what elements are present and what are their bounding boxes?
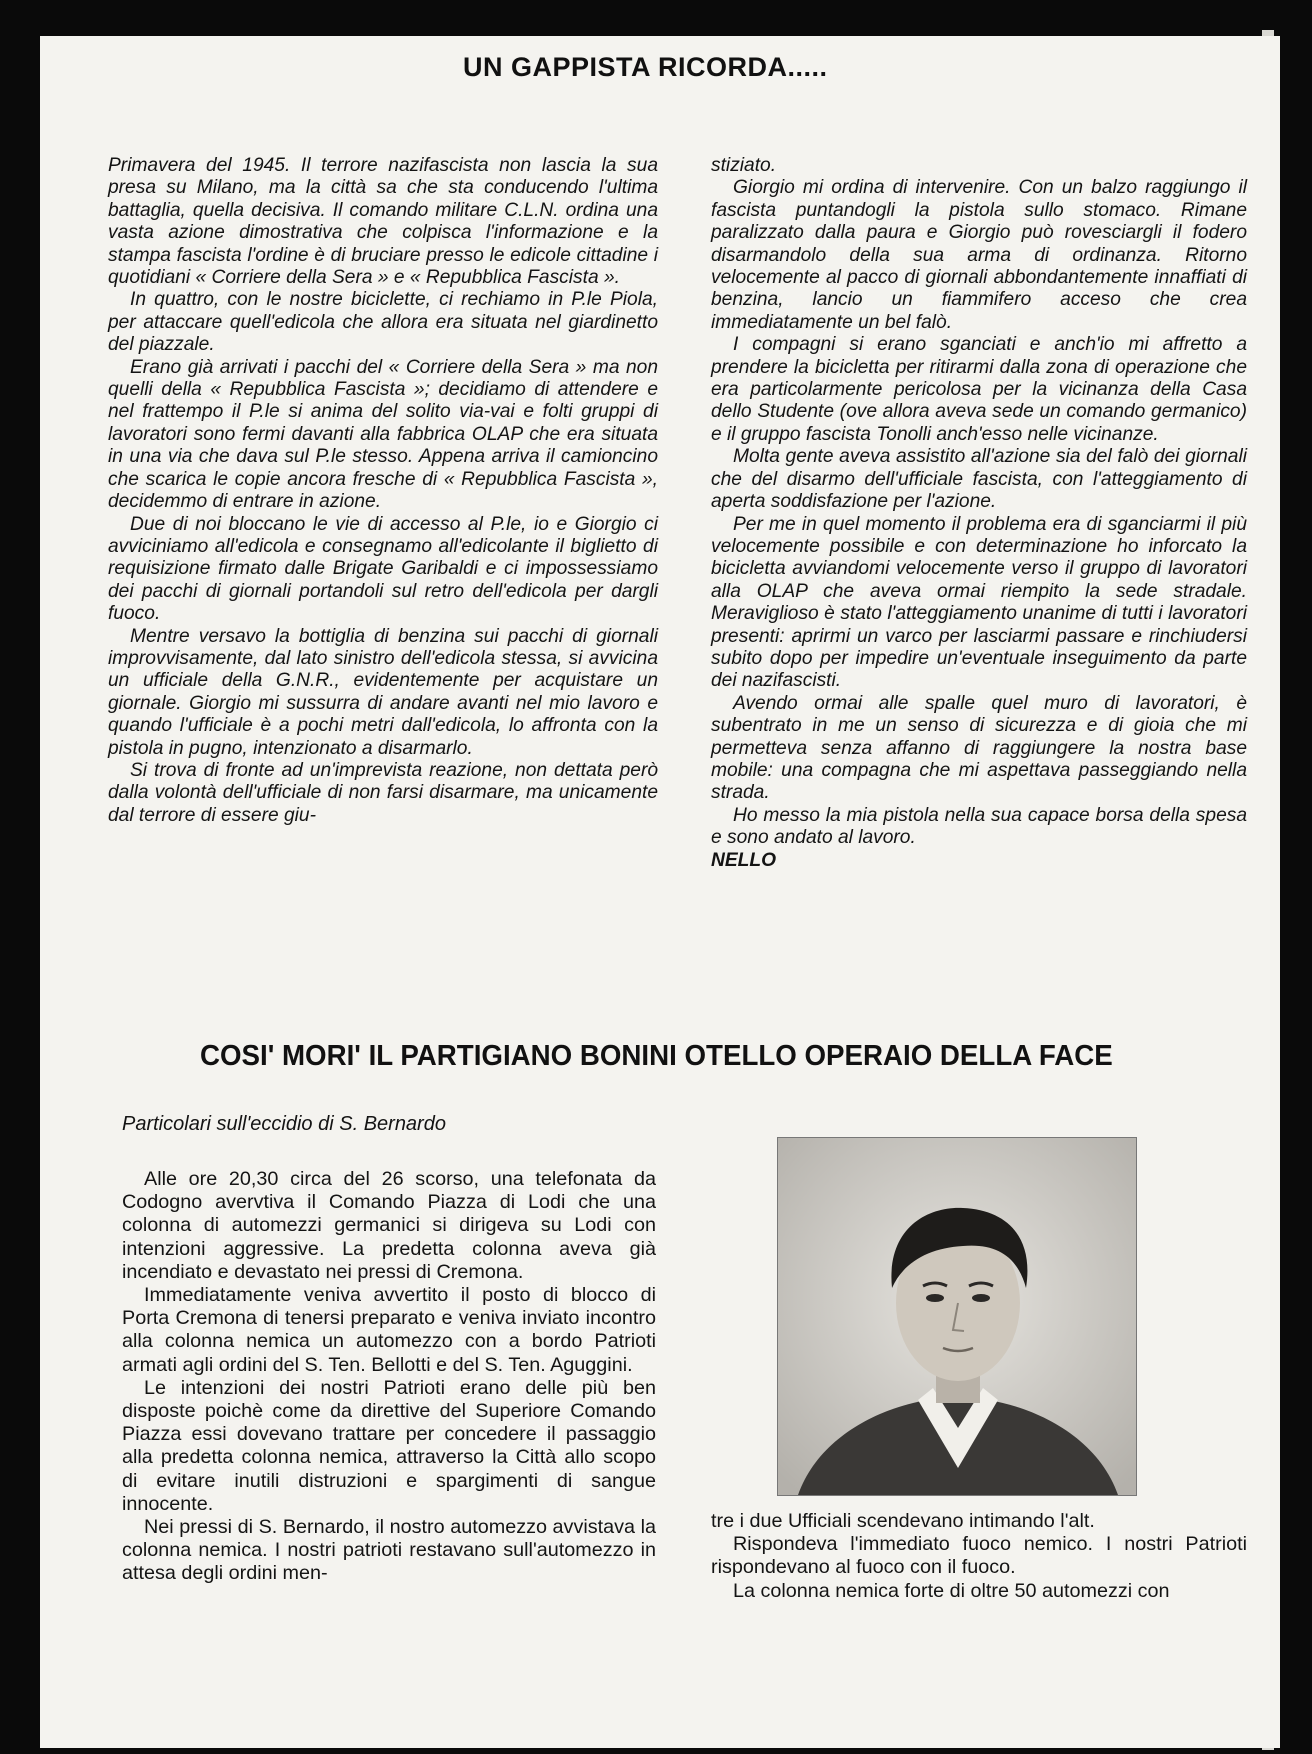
paragraph: Rispondeva l'immediato fuoco nemico. I nostri Patrioti rispondevano al fuoco con il fuoco. xyxy=(711,1533,1247,1579)
article-2-column-right xyxy=(711,1510,1247,1603)
paragraph: Due di noi bloccano le vie di accesso al P.le, io e Giorgio ci avviciniamo all'edicola e consegnamo all'edicolante il biglietto di requisizione firmato dalle Brigate Garibaldi e ci impossessiamo dei pacchi di giornali portandoli sul retro dell'edicola per dargli fuoco. xyxy=(108,513,658,625)
paragraph: Nei pressi di S. Bernardo, il nostro automezzo avvistava la colonna nemica. I nostri patrioti restavano sull'automezzo in attesa degli ordini men- xyxy=(122,1516,656,1585)
paragraph: Ho messo la mia pistola nella sua capace borsa della spesa e sono andato al lavoro. xyxy=(711,804,1247,849)
article-2-subtitle: Particolari sull'eccidio di S. Bernardo xyxy=(122,1113,446,1135)
paragraph: Erano già arrivati i pacchi del « Corriere della Sera » ma non quelli della « Repubblica Fascista »; decidiamo di attendere e nel frattempo il P.le si anima del solito via-vai e folti gruppi di lavoratori sono fermi davanti alla fabbrica OLAP che era situata in una via che dava sul P.le stesso. Appena arriva il camioncino che scarica le copie ancora fresche di « Repubblica Fascista », decidemmo di entrare in azione. xyxy=(108,356,658,513)
paragraph: Le intenzioni dei nostri Patrioti erano delle più ben disposte poichè come da direttive del Superiore Comando Piazza essi dovevano trattare per concedere il passaggio alla predetta colonna nemica, attraverso la Città allo scopo di evitare inutili distruzioni e spargimenti di sangue innocente. xyxy=(122,1376,656,1515)
paragraph: Molta gente aveva assistito all'azione sia del falò dei giornali che del disarmo dell'ufficiale fascista, con l'atteggiamento di aperta soddisfazione per l'azione. xyxy=(711,446,1247,513)
author-signature: NELLO xyxy=(711,849,777,871)
paragraph: Immediatamente veniva avvertito il posto di blocco di Porta Cremona di tenersi preparato e veniva inviato incontro alla colonna nemica un automezzo con a bordo Patrioti armati agli ordini del S. Ten. Bellotti e del S. Ten. Aguggini. xyxy=(122,1284,656,1376)
paragraph: Giorgio mi ordina di intervenire. Con un balzo raggiungo il fascista puntandogli la pistola sullo stomaco. Rimane paralizzato dalla paura e Giorgio può rovesciargli il fodero disarmandolo della sua arma di ordinanza. Ritorno velocemente al pacco di giornali abbondantemente innaffiati di benzina, lancio un fiammifero acceso che crea immediatamente un bel falò. xyxy=(711,177,1247,333)
portrait-image xyxy=(778,1138,1136,1495)
paragraph: Alle ore 20,30 circa del 26 scorso, una telefonata da Codogno avervtiva il Comando Piazza di Lodi che una colonna di automezzi germanici si dirigeva su Lodi con intenzioni aggressive. La predetta colonna aveva già incendiato e devastato nei pressi di Cremona. xyxy=(122,1168,656,1283)
article-2-column-left xyxy=(122,1168,656,1586)
paragraph: In quattro, con le nostre biciclette, ci rechiamo in P.le Piola, per attaccare quell'edicola che allora era situata nel giardinetto del piazzale. xyxy=(108,289,658,356)
paragraph: La colonna nemica forte di oltre 50 automezzi con xyxy=(733,1579,1170,1602)
article-1-column-right xyxy=(711,155,1247,872)
paragraph: I compagni si erano sganciati e anch'io mi affretto a prendere la bicicletta per ritirarmi dalla zona di operazione che era particolarmente pericolosa per la vicinanza della Casa dello Studente (ove allora aveva sede un comando germanico) e il gruppo fascista Tonolli anch'esso nelle vicinanze. xyxy=(711,334,1247,445)
paragraph: Si trova di fronte ad un'imprevista reazione, non dettata però dalla volontà dell'ufficiale di non farsi disarmare, ma unicamente dal terrore di essere giu- xyxy=(108,759,658,826)
article-1-title: UN GAPPISTA RICORDA..... xyxy=(463,52,828,82)
article-1-column-left xyxy=(108,155,658,827)
paragraph: Per me in quel momento il problema era di sganciarmi il più velocemente possibile e con determinazione ho inforcato la bicicletta avviandomi velocemente verso il gruppo di lavoratori alla OLAP che aveva ormai riempito la sede stradale. Meraviglioso è stato l'atteggiamento unanime di tutti i lavoratori presenti: aprirmi un varco per lasciarmi passare e rinchiudersi subito dopo per impedire un'eventuale inseguimento da parte dei nazifascisti. xyxy=(711,513,1247,692)
portrait-photo xyxy=(777,1137,1137,1496)
article-2-title: COSI' MORI' IL PARTIGIANO BONINI OTELLO OPERAIO DELLA FACE xyxy=(200,1040,1113,1072)
paragraph: stiziato. xyxy=(711,155,777,176)
paragraph: Mentre versavo la bottiglia di benzina sui pacchi di giornali improvvisamente, dal lato sinistro dell'edicola stessa, si avvicina un ufficiale della G.N.R., evidentemente per acquistare un giornale. Giorgio mi sussurra di andare avanti nel mio lavoro e quando l'ufficiale è a pochi metri dall'edicola, lo affronta con la pistola in pugno, intenzionato a disarmarlo. xyxy=(108,625,658,759)
paragraph: Avendo ormai alle spalle quel muro di lavoratori, è subentrato in me un senso di sicurezza e di gioia che mi permetteva senza affanno di raggiungere la nostra base mobile: una compagna che mi aspettava passeggiando nella strada. xyxy=(711,692,1247,804)
paragraph: tre i due Ufficiali scendevano intimando l'alt. xyxy=(711,1510,1095,1532)
paragraph: Primavera del 1945. Il terrore nazifascista non lascia la sua presa su Milano, ma la città sa che sta conducendo l'ultima battaglia, quella decisiva. Il comando militare C.L.N. ordina una vasta azione dimostrativa che colpisca l'informazione e la stampa fascista l'ordine è di bruciare presso le edicole cittadine i quotidiani « Corriere della Sera » e « Repubblica Fascista ». xyxy=(108,155,658,289)
